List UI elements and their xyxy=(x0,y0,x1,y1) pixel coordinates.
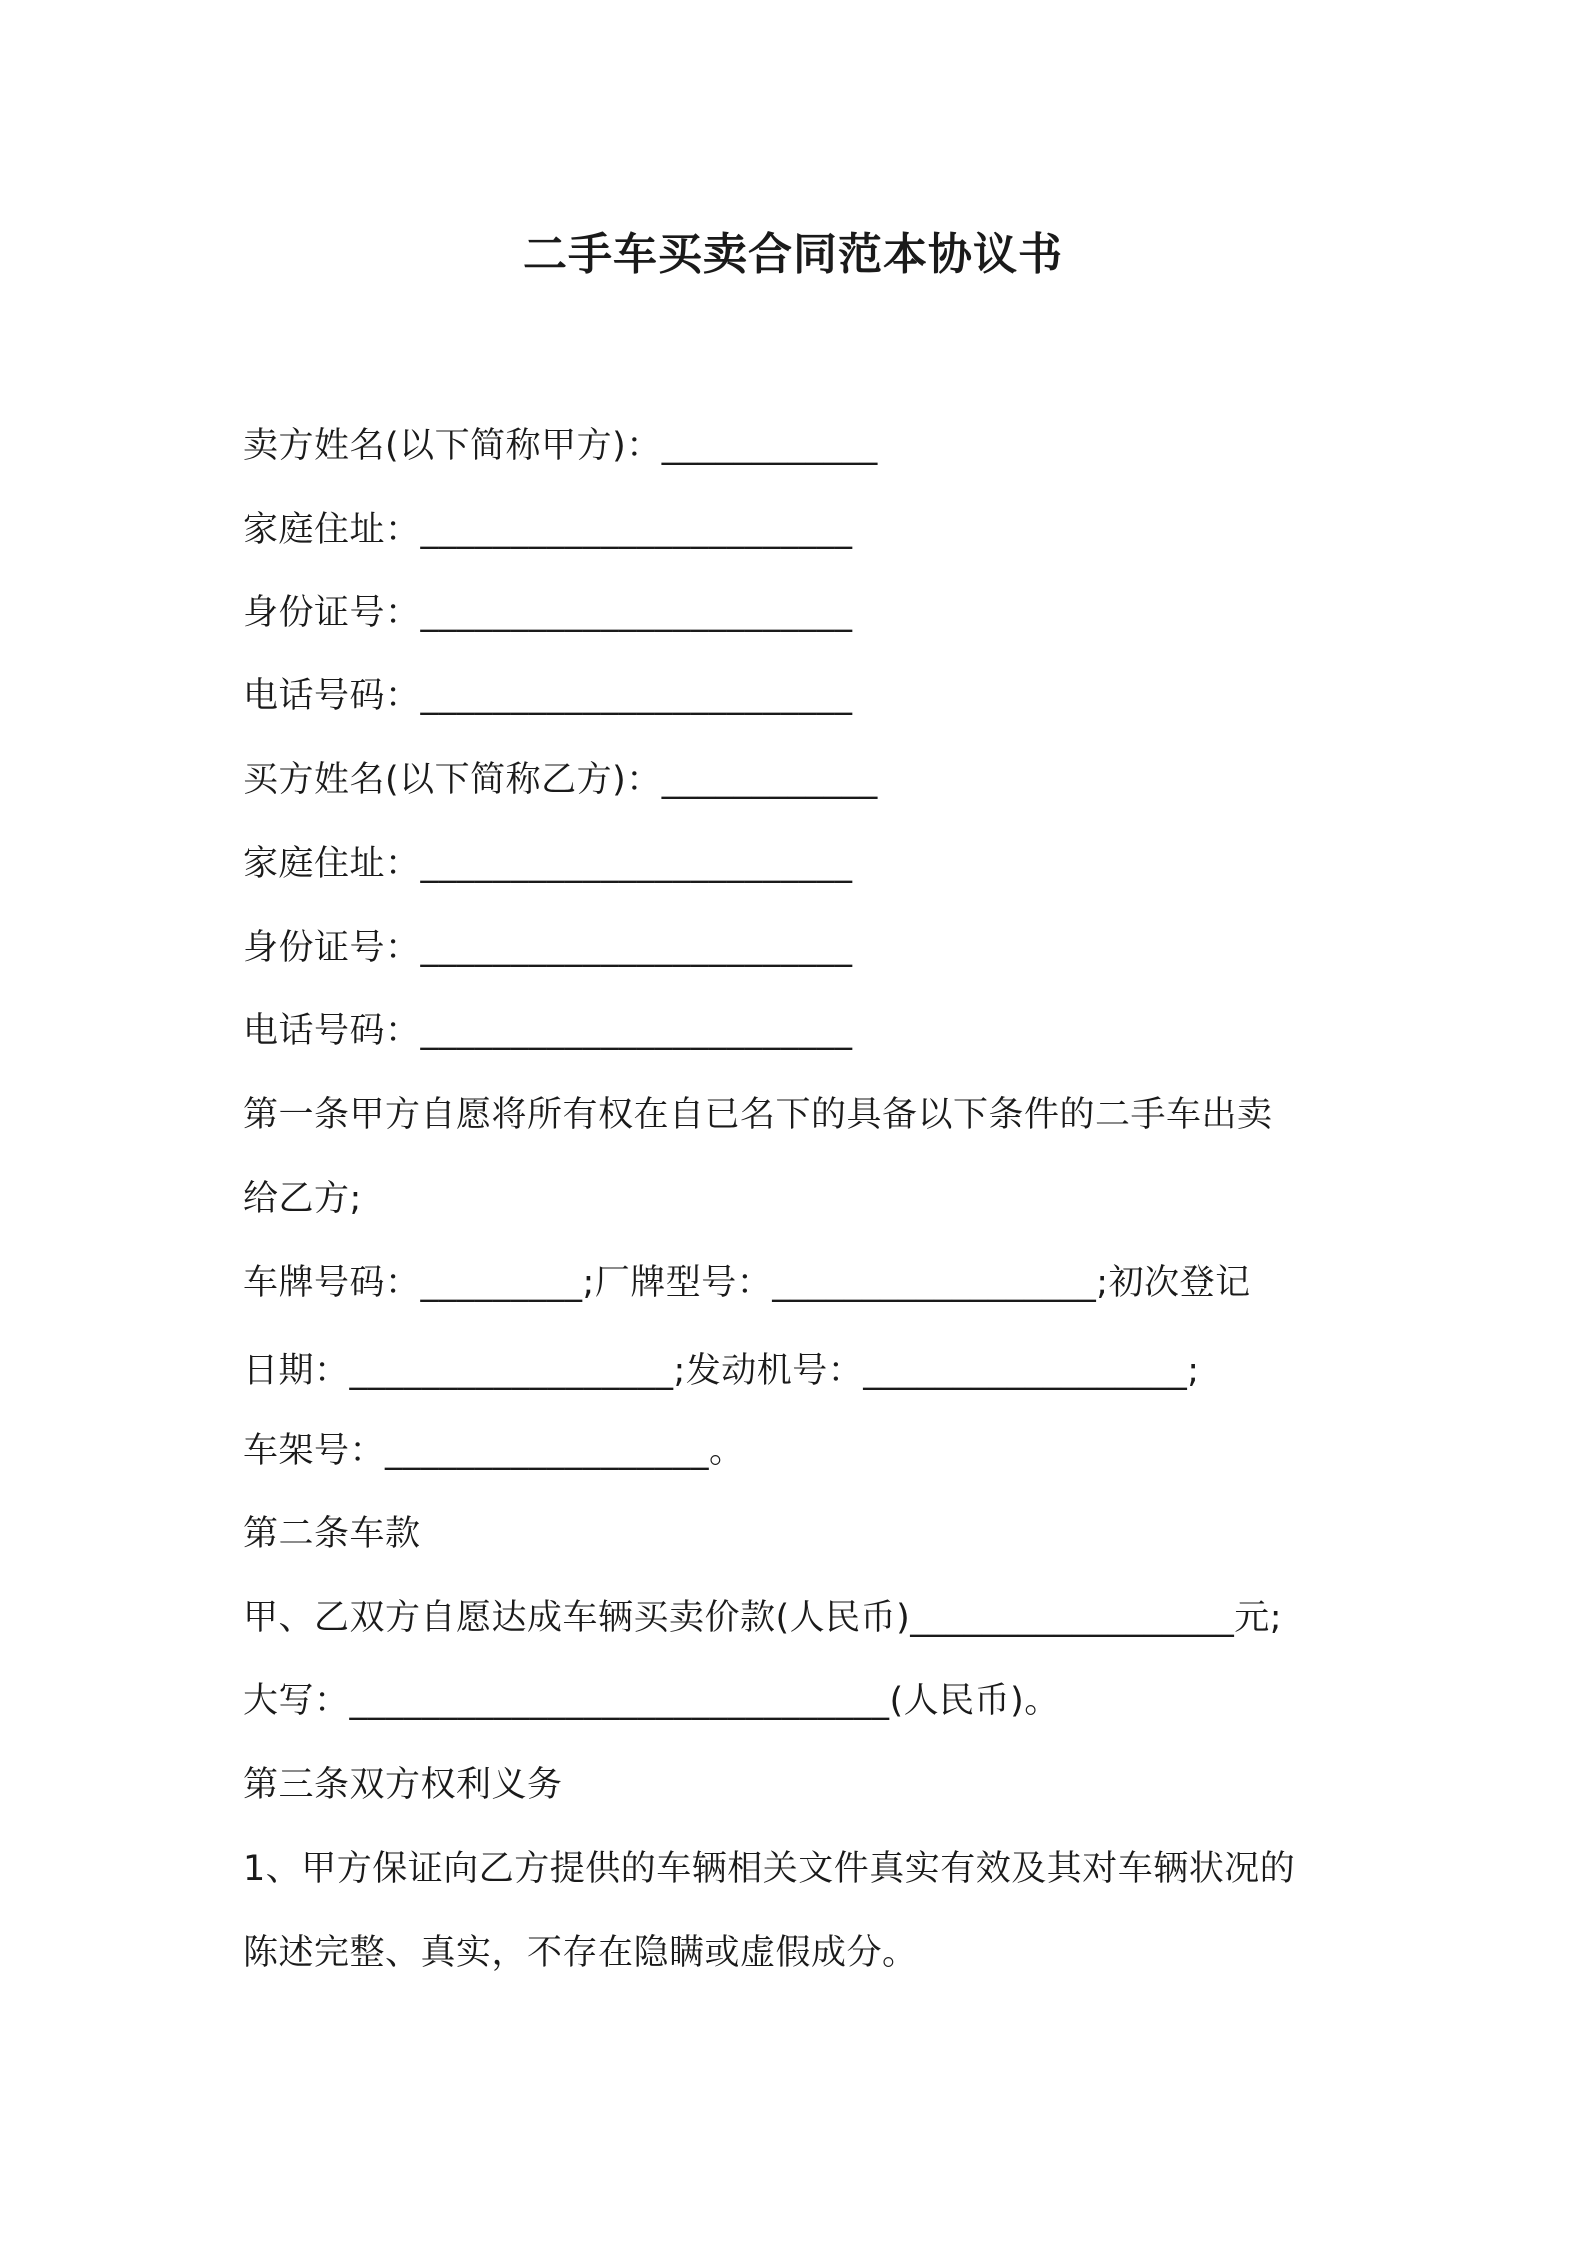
article-1-line-1: 第一条甲方自愿将所有权在自已名下的具备以下条件的二手车出卖 xyxy=(243,1095,1273,1135)
price-line: 甲、乙双方自愿达成车辆买卖价款(人民币)__________________元; xyxy=(243,1598,1283,1638)
seller-name-line: 卖方姓名(以下简称甲方)：____________ xyxy=(243,426,878,466)
vehicle-frame-line: 车架号：__________________。 xyxy=(243,1431,745,1471)
seller-id-line: 身份证号：________________________ xyxy=(243,593,853,633)
price-uppercase-line: 大写：______________________________(人民币)。 xyxy=(243,1681,1060,1721)
buyer-phone-line: 电话号码：________________________ xyxy=(243,1011,853,1051)
buyer-id-line: 身份证号：________________________ xyxy=(243,928,853,968)
vehicle-date-engine-line: 日期：__________________;发动机号：__________________; xyxy=(243,1351,1200,1391)
clause-1-line-1: 1、甲方保证向乙方提供的车辆相关文件真实有效及其对车辆状况的 xyxy=(243,1849,1296,1889)
article-3-heading: 第三条双方权利义务 xyxy=(243,1765,563,1805)
seller-phone-line: 电话号码：________________________ xyxy=(243,676,853,716)
seller-address-line: 家庭住址：________________________ xyxy=(243,510,853,550)
document-title: 二手车买卖合同范本协议书 xyxy=(523,229,1063,280)
vehicle-plate-model-line: 车牌号码：_________;厂牌型号：__________________;初次登记 xyxy=(243,1263,1251,1303)
article-2-heading: 第二条车款 xyxy=(243,1514,421,1554)
clause-1-line-2: 陈述完整、真实，不存在隐瞒或虚假成分。 xyxy=(243,1933,918,1973)
buyer-name-line: 买方姓名(以下简称乙方)：____________ xyxy=(243,760,878,800)
buyer-address-line: 家庭住址：________________________ xyxy=(243,844,853,884)
article-1-line-2: 给乙方; xyxy=(243,1179,362,1219)
